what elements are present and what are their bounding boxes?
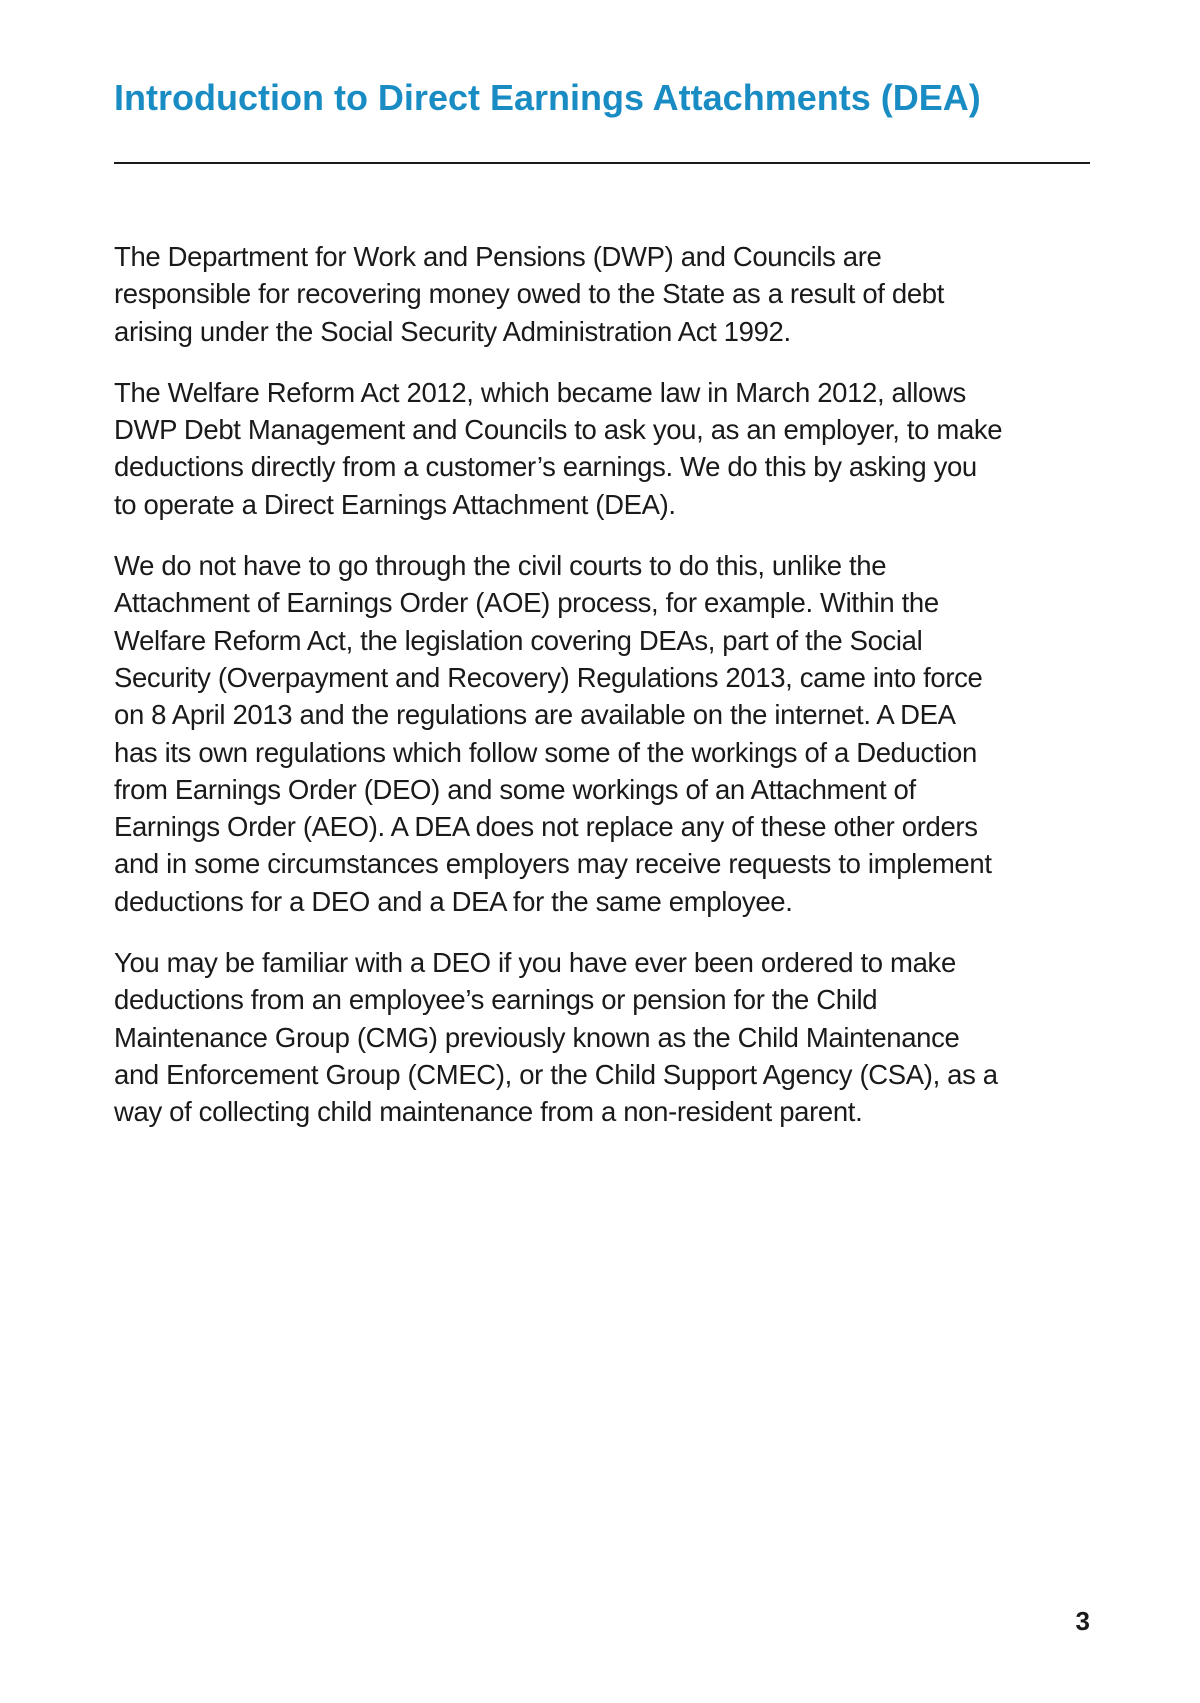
text-line: responsible for recovering money owed to the State as a result of debt (114, 278, 945, 310)
text-line: We do not have to go through the civil courts to do this, unlike the (114, 550, 887, 582)
text-line: on 8 April 2013 and the regulations are available on the internet. A DEA (114, 699, 956, 731)
title-divider (114, 162, 1090, 164)
text-line: way of collecting child maintenance from a non-resident parent. (114, 1096, 863, 1128)
text-line: The Welfare Reform Act 2012, which became law in March 2012, allows (114, 376, 966, 408)
paragraph-3 (114, 547, 1104, 920)
text-line: deductions from an employee’s earnings or pension for the Child (114, 984, 878, 1016)
text-line: arising under the Social Security Administration Act 1992. (114, 315, 791, 347)
text-line: and in some circumstances employers may receive requests to implement (114, 848, 992, 880)
text-line: Maintenance Group (CMG) previously known as the Child Maintenance (114, 1021, 960, 1053)
text-line: Earnings Order (AEO). A DEA does not replace any of these other orders (114, 811, 978, 843)
text-line: The Department for Work and Pensions (DWP) and Councils are (114, 241, 882, 272)
text-line: Attachment of Earnings Order (AOE) process, for example. Within the (114, 587, 939, 619)
paragraph-1 (114, 238, 1104, 350)
paragraph-2 (114, 374, 1104, 523)
body-text (114, 238, 1104, 1155)
page-title: Introduction to Direct Earnings Attachments (DEA) (114, 77, 981, 118)
text-line: Welfare Reform Act, the legislation covering DEAs, part of the Social (114, 624, 923, 656)
text-line: deductions directly from a customer’s earnings. We do this by asking you (114, 451, 977, 483)
text-line: has its own regulations which follow some of the workings of a Deduction (114, 736, 977, 768)
text-line: deductions for a DEO and a DEA for the same employee. (114, 885, 793, 917)
text-line: from Earnings Order (DEO) and some workings of an Attachment of (114, 773, 916, 805)
text-line: and Enforcement Group (CMEC), or the Child Support Agency (CSA), as a (114, 1058, 998, 1090)
paragraph-4 (114, 944, 1104, 1130)
text-line: Security (Overpayment and Recovery) Regulations 2013, came into force (114, 661, 983, 693)
page-number: 3 (1075, 1606, 1090, 1636)
text-line: DWP Debt Management and Councils to ask you, as an employer, to make (114, 414, 1003, 446)
text-line: to operate a Direct Earnings Attachment (DEA). (114, 488, 676, 520)
text-line: You may be familiar with a DEO if you have ever been ordered to make (114, 947, 956, 979)
